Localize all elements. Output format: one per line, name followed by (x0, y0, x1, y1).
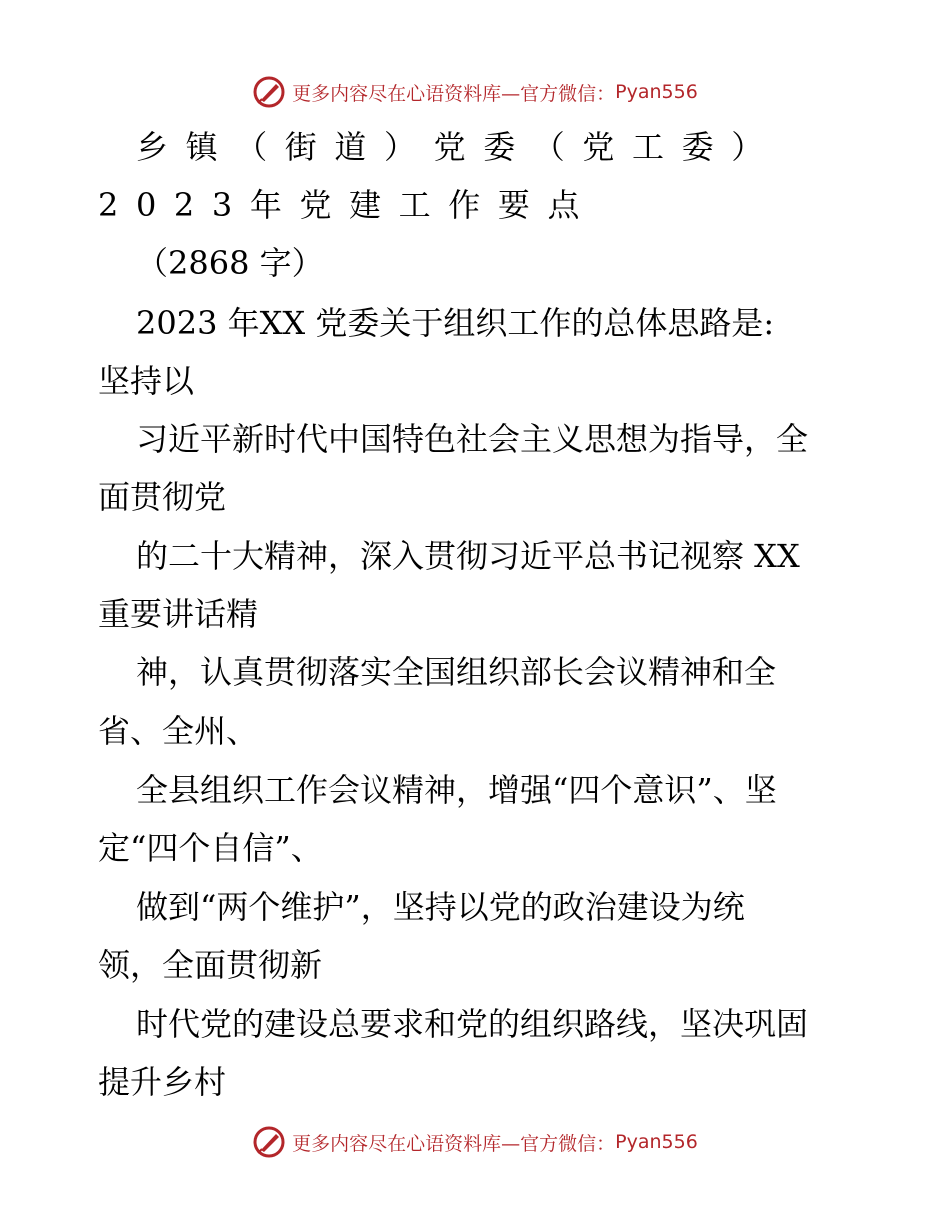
quill-pen-logo (252, 75, 286, 109)
watermark-wechat-id: Pyan556 (615, 1131, 698, 1153)
body-line-4: 面贯彻党 (98, 478, 227, 516)
body-line-10: 定“四个自信”、 (98, 829, 323, 867)
watermark-text: 更多内容尽在心语资料库—官方微信： (292, 1132, 616, 1155)
doc-title-line-2: 2023年党建工作要点 (98, 186, 598, 224)
watermark-text: 更多内容尽在心语资料库—官方微信： (292, 82, 616, 105)
header-watermark (0, 72, 950, 112)
body-line-3: 习近平新时代中国特色社会主义思想为指导，全 (136, 420, 809, 458)
doc-word-count: （2868 字） (136, 244, 324, 282)
doc-title-line-1: 乡镇（街道）党委（党工委） (136, 128, 781, 166)
body-line-8: 省、全州、 (98, 712, 259, 750)
body-line-12: 领，全面贯彻新 (98, 946, 323, 984)
watermark-wechat-id: Pyan556 (615, 81, 698, 103)
body-line-14: 提升乡村 (98, 1063, 227, 1101)
footer-watermark (0, 1122, 950, 1162)
body-line-2: 坚持以 (98, 362, 195, 400)
body-line-6: 重要讲话精 (98, 595, 259, 633)
body-line-7: 神，认真贯彻落实全国组织部长会议精神和全 (136, 653, 777, 691)
quill-pen-logo (252, 1125, 286, 1159)
body-line-5: 的二十大精神，深入贯彻习近平总书记视察 XX (136, 537, 800, 575)
body-line-1: 2023 年XX 党委关于组织工作的总体思路是: (136, 304, 775, 342)
body-line-11: 做到“两个维护”，坚持以党的政治建设为统 (136, 888, 745, 926)
body-line-13: 时代党的建设总要求和党的组织路线，坚决巩固 (136, 1005, 809, 1043)
body-line-9: 全县组织工作会议精神，增强“四个意识”、坚 (136, 771, 777, 809)
